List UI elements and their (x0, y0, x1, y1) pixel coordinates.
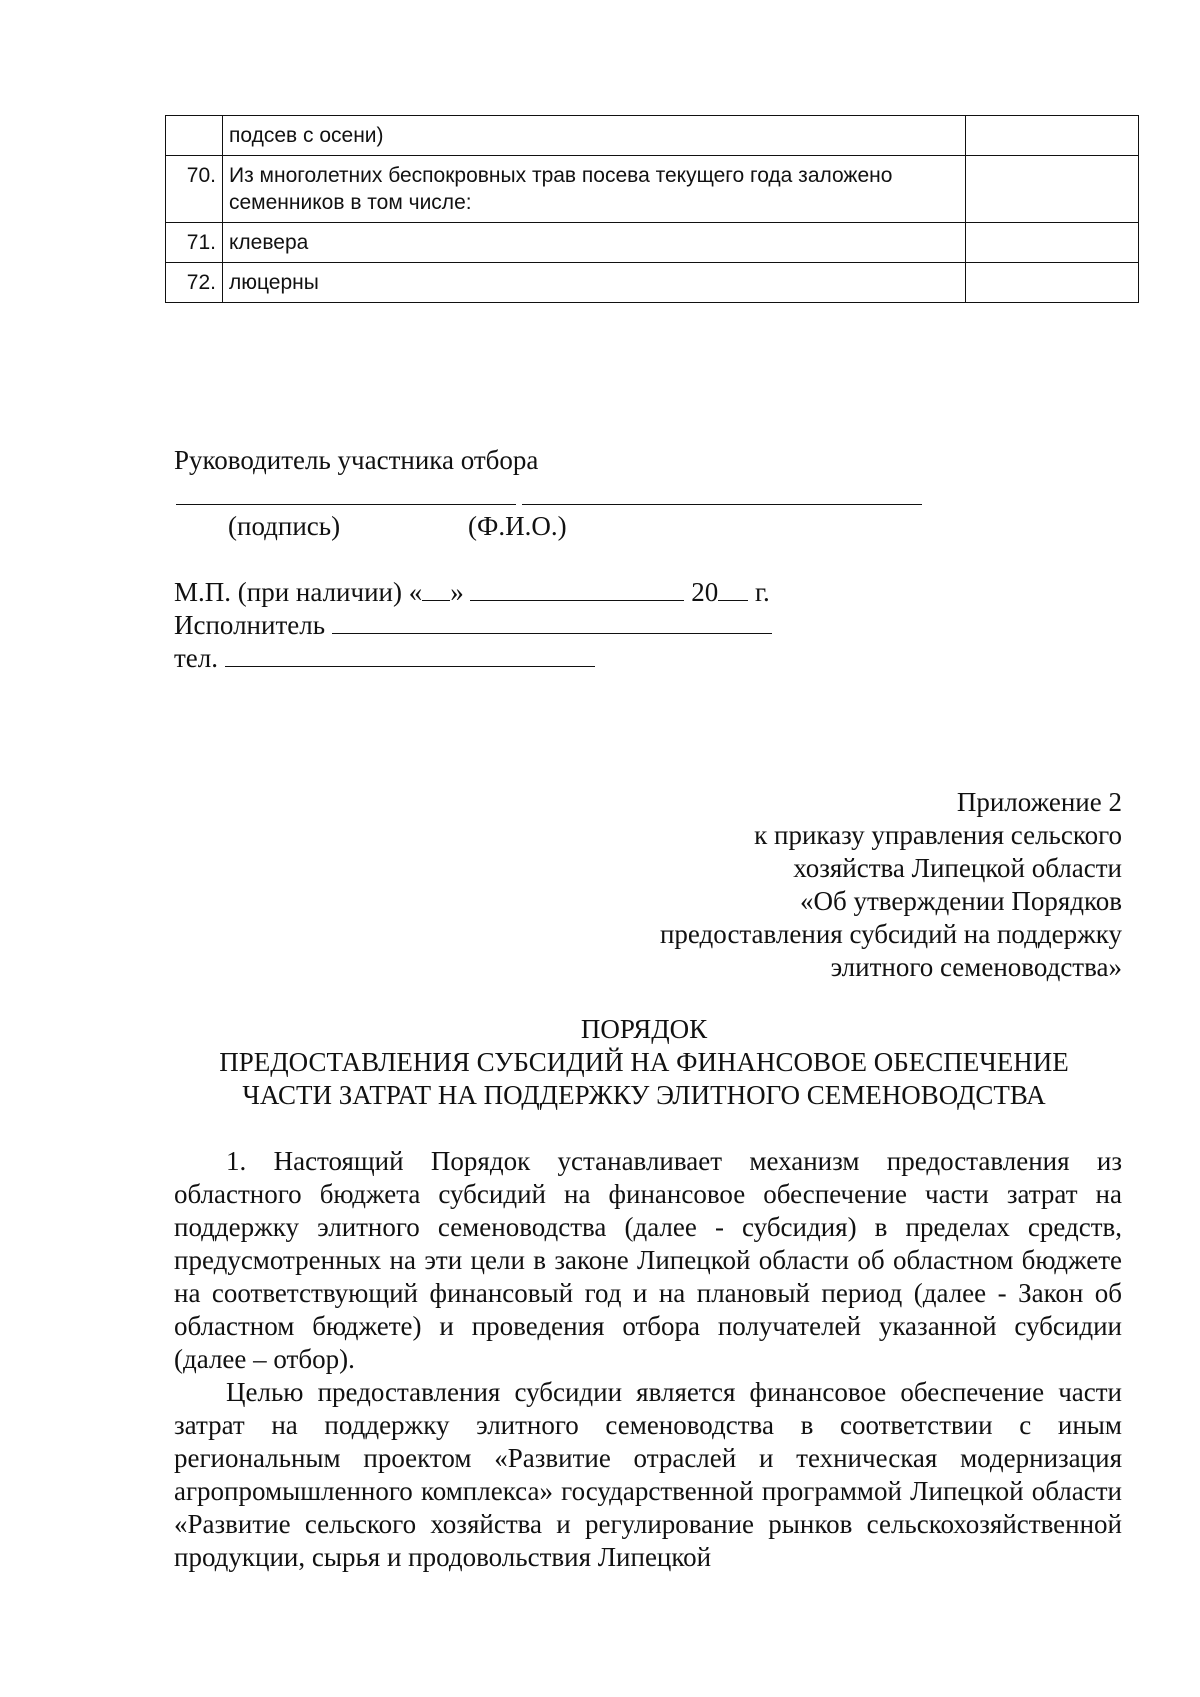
body-paragraph: 1. Настоящий Порядок устанавливает механизм предоставления из областного бюджета субсидий на финансовое обеспечение части затрат на поддержку элитного семеноводства (далее - субсидия) в пределах средств, предусмотренных на эти цели в законе Липецкой области об областном бюджете на соответствующий финансовый год и на плановый период (далее - Закон об областном бюджете) и проведения отбора получателей указанной субсидии (далее – отбор). (174, 1146, 1122, 1374)
row-value (966, 156, 1139, 223)
annex-line: Приложение 2 (956, 787, 1122, 817)
annex-line: предоставления субсидий на поддержку (659, 919, 1122, 949)
stamp-close: » (450, 577, 464, 607)
executor-label: Исполнитель (174, 610, 326, 640)
stamp-prefix: М.П. (при наличии) « (174, 577, 423, 607)
annex-line: хозяйства Липецкой области (793, 853, 1122, 883)
row-text: клевера (223, 223, 966, 263)
body-paragraph: Целью предоставления субсидии является финансовое обеспечение части затрат на поддержку элитного семеноводства в соответствии с иным региональным проектом «Развитие отраслей и техническая модернизация агропромышленного комплекса» государственной программой Липецкой области «Развитие сельского хозяйства и регулирование рынков сельскохозяйственной продукции, сырья и продовольствия Липецкой (174, 1377, 1122, 1572)
title-line: ПРЕДОСТАВЛЕНИЯ СУБСИДИЙ НА ФИНАНСОВОЕ ОБЕСПЕЧЕНИЕ (219, 1047, 1069, 1077)
row-text: люцерны (223, 263, 966, 303)
head-label: Руководитель участника отбора (174, 445, 539, 475)
row-number: 70. (166, 156, 223, 223)
report-table (165, 115, 1139, 303)
row-value (966, 116, 1139, 156)
row-value (966, 263, 1139, 303)
row-number: 71. (166, 223, 223, 263)
table-row (166, 223, 1139, 263)
year-blank (718, 576, 748, 601)
table-row (166, 156, 1139, 223)
executor-line (174, 609, 772, 642)
document-title (165, 1013, 1123, 1112)
annex-line: элитного семеноводства» (830, 952, 1122, 982)
table-row (166, 263, 1139, 303)
title-line: ЧАСТИ ЗАТРАТ НА ПОДДЕРЖКУ ЭЛИТНОГО СЕМЕНОВОДСТВА (242, 1080, 1046, 1110)
annex-line: к приказу управления сельского (754, 820, 1122, 850)
annex-line: «Об утверждении Порядков (800, 886, 1122, 916)
executor-blank (332, 609, 772, 634)
document-body (174, 1145, 1122, 1574)
signature-line (176, 504, 516, 505)
row-number: 72. (166, 263, 223, 303)
row-text: подсев с осени) (223, 116, 966, 156)
month-blank (470, 576, 684, 601)
day-blank (422, 576, 450, 601)
phone-line (174, 642, 595, 675)
table-row (166, 116, 1139, 156)
year-prefix: 20 (691, 577, 719, 607)
row-value (966, 223, 1139, 263)
annex-header (602, 786, 1122, 984)
phone-label: тел. (174, 643, 219, 673)
year-suffix: г. (754, 577, 770, 607)
phone-blank (225, 642, 595, 667)
title-line: ПОРЯДОК (580, 1014, 708, 1044)
row-text: Из многолетних беспокровных трав посева текущего года заложено семенников в том числе: (223, 156, 966, 223)
row-number (166, 116, 223, 156)
stamp-line (174, 576, 770, 609)
name-caption: (Ф.И.О.) (468, 511, 567, 541)
name-line (522, 504, 922, 505)
signature-caption: (подпись) (228, 511, 341, 541)
